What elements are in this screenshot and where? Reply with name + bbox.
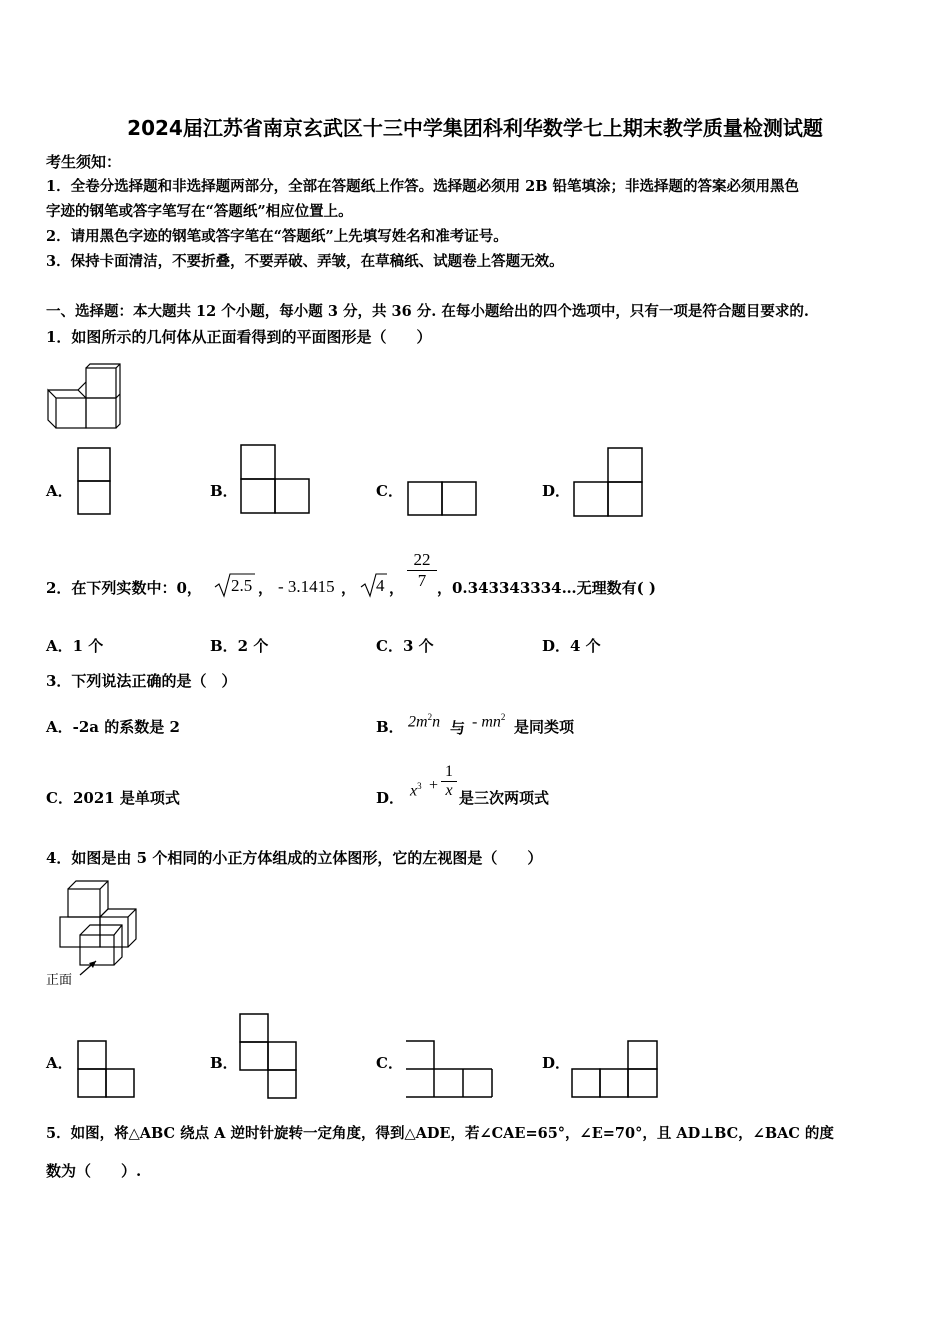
q2-sep-3: ，	[389, 579, 405, 597]
q2-prefix: 2．在下列实数中：0，	[46, 579, 202, 597]
q5-stem-line-1: 5．如图，将△ABC 绕点 A 逆时针旋转一定角度，得到△ADE，若∠CAE=65°，∠E=70°，且 AD⊥BC，∠BAC 的度	[46, 1125, 834, 1142]
q1-option-d-label: D．	[542, 482, 571, 500]
q3-option-a: A．-2a 的系数是 2	[46, 718, 180, 736]
q1-option-a-label: A．	[46, 482, 73, 500]
q3-stem: 3．下列说法正确的是（ ）	[46, 672, 237, 690]
q3-option-d-plus: +	[429, 777, 439, 794]
q2-sep-1: ，	[258, 579, 274, 597]
q4-option-c-label: C．	[376, 1054, 403, 1072]
q4-option-d-label: D．	[542, 1054, 571, 1072]
q3-b-term1-exp: 2	[427, 712, 433, 722]
q3-option-d-suffix: 是三次两项式	[459, 789, 550, 807]
q1-stem: 1．如图所示的几何体从正面看得到的平面图形是（ ）	[46, 328, 432, 346]
q1-option-c-figure	[407, 481, 477, 516]
q3-option-b-term-2	[472, 707, 505, 732]
q3-option-d-cube	[410, 776, 422, 801]
q4-solid-figure	[46, 879, 142, 979]
q4-front-label: 正面	[46, 973, 73, 988]
q3-b-term1-base: 2m	[408, 713, 428, 731]
q3-d-exp: 3	[417, 781, 422, 791]
notice-line-3: 3．保持卡面清洁，不要折叠，不要弄破、弄皱，在草稿纸、试题卷上答题无效。	[46, 253, 564, 270]
q4-option-c-figure	[405, 1040, 493, 1098]
q1-option-d-figure	[573, 447, 643, 517]
q3-d-numerator: 1	[441, 763, 457, 782]
q1-option-a-figure	[77, 447, 111, 515]
notice-line-2: 2．请用黑色字迹的钢笔或答字笔在“答题纸”上先填写姓名和准考证号。	[46, 228, 508, 245]
q3-option-c: C．2021 是单项式	[46, 789, 180, 807]
q4-option-a-label: A．	[46, 1054, 73, 1072]
q2-fraction-numerator: 22	[407, 550, 437, 571]
q1-option-b-figure	[240, 444, 310, 514]
q4-option-a-figure	[77, 1040, 135, 1098]
q2-option-a: A．1 个	[46, 637, 104, 655]
q3-b-term2-base: - mn	[472, 713, 501, 731]
q2-negative-number: - 3.1415	[278, 577, 335, 596]
notice-line-1a: 1．全卷分选择题和非选择题两部分，全部在答题纸上作答。选择题必须用 2B 铅笔填涂；非选择题的答案必须用黑色	[46, 178, 800, 195]
notice-heading: 考生须知：	[46, 153, 122, 171]
q3-option-d-label: D．	[376, 789, 405, 807]
q2-sep-2: ，	[341, 579, 357, 597]
q3-option-b-label: B．	[376, 718, 404, 736]
q3-b-term2-exp: 2	[500, 712, 506, 722]
q4-option-b-figure	[239, 1013, 297, 1099]
q4-stem: 4．如图是由 5 个相同的小正方体组成的立体图形，它的左视图是（ ）	[46, 849, 543, 867]
q3-b-term1-n: n	[432, 713, 441, 731]
q3-d-denominator: x	[445, 782, 453, 799]
q5-stem-line-2: 数为（ ）.	[46, 1162, 142, 1180]
q3-d-x: x	[410, 782, 418, 800]
section-1-heading: 一、选择题：本大题共 12 个小题，每小题 3 分，共 36 分. 在每小题给出的四个选项中，只有一项是符合题目要求的.	[46, 303, 809, 320]
q4-option-d-figure	[571, 1040, 659, 1098]
q2-sqrt-radicand-1: 2.5	[231, 576, 253, 595]
q1-option-b-label: B．	[210, 482, 238, 500]
q3-option-b-suffix: 是同类项	[514, 718, 575, 736]
q2-option-b: B．2 个	[210, 637, 269, 655]
q3-option-b-mid: 与	[450, 719, 466, 737]
q2-fraction	[407, 550, 437, 591]
page-title: 2024届江苏省南京玄武区十三中学集团科利华数学七上期末教学质量检测试题	[127, 116, 823, 140]
notice-line-1b: 字迹的钢笔或答字笔写在“答题纸”相应位置上。	[46, 203, 353, 220]
q2-suffix: ，0.343343334…无理数有( )	[437, 579, 657, 597]
q4-option-b-label: B．	[210, 1054, 238, 1072]
q2-option-c: C．3 个	[376, 637, 434, 655]
q2-option-d: D．4 个	[542, 637, 601, 655]
q1-solid-figure	[46, 362, 120, 430]
q3-option-b-term-1	[408, 707, 440, 732]
q3-option-d-fraction	[441, 763, 457, 800]
q1-option-c-label: C．	[376, 482, 403, 500]
q2-sqrt-radicand-2: 4	[376, 576, 385, 595]
q2-fraction-denominator: 7	[417, 571, 427, 590]
